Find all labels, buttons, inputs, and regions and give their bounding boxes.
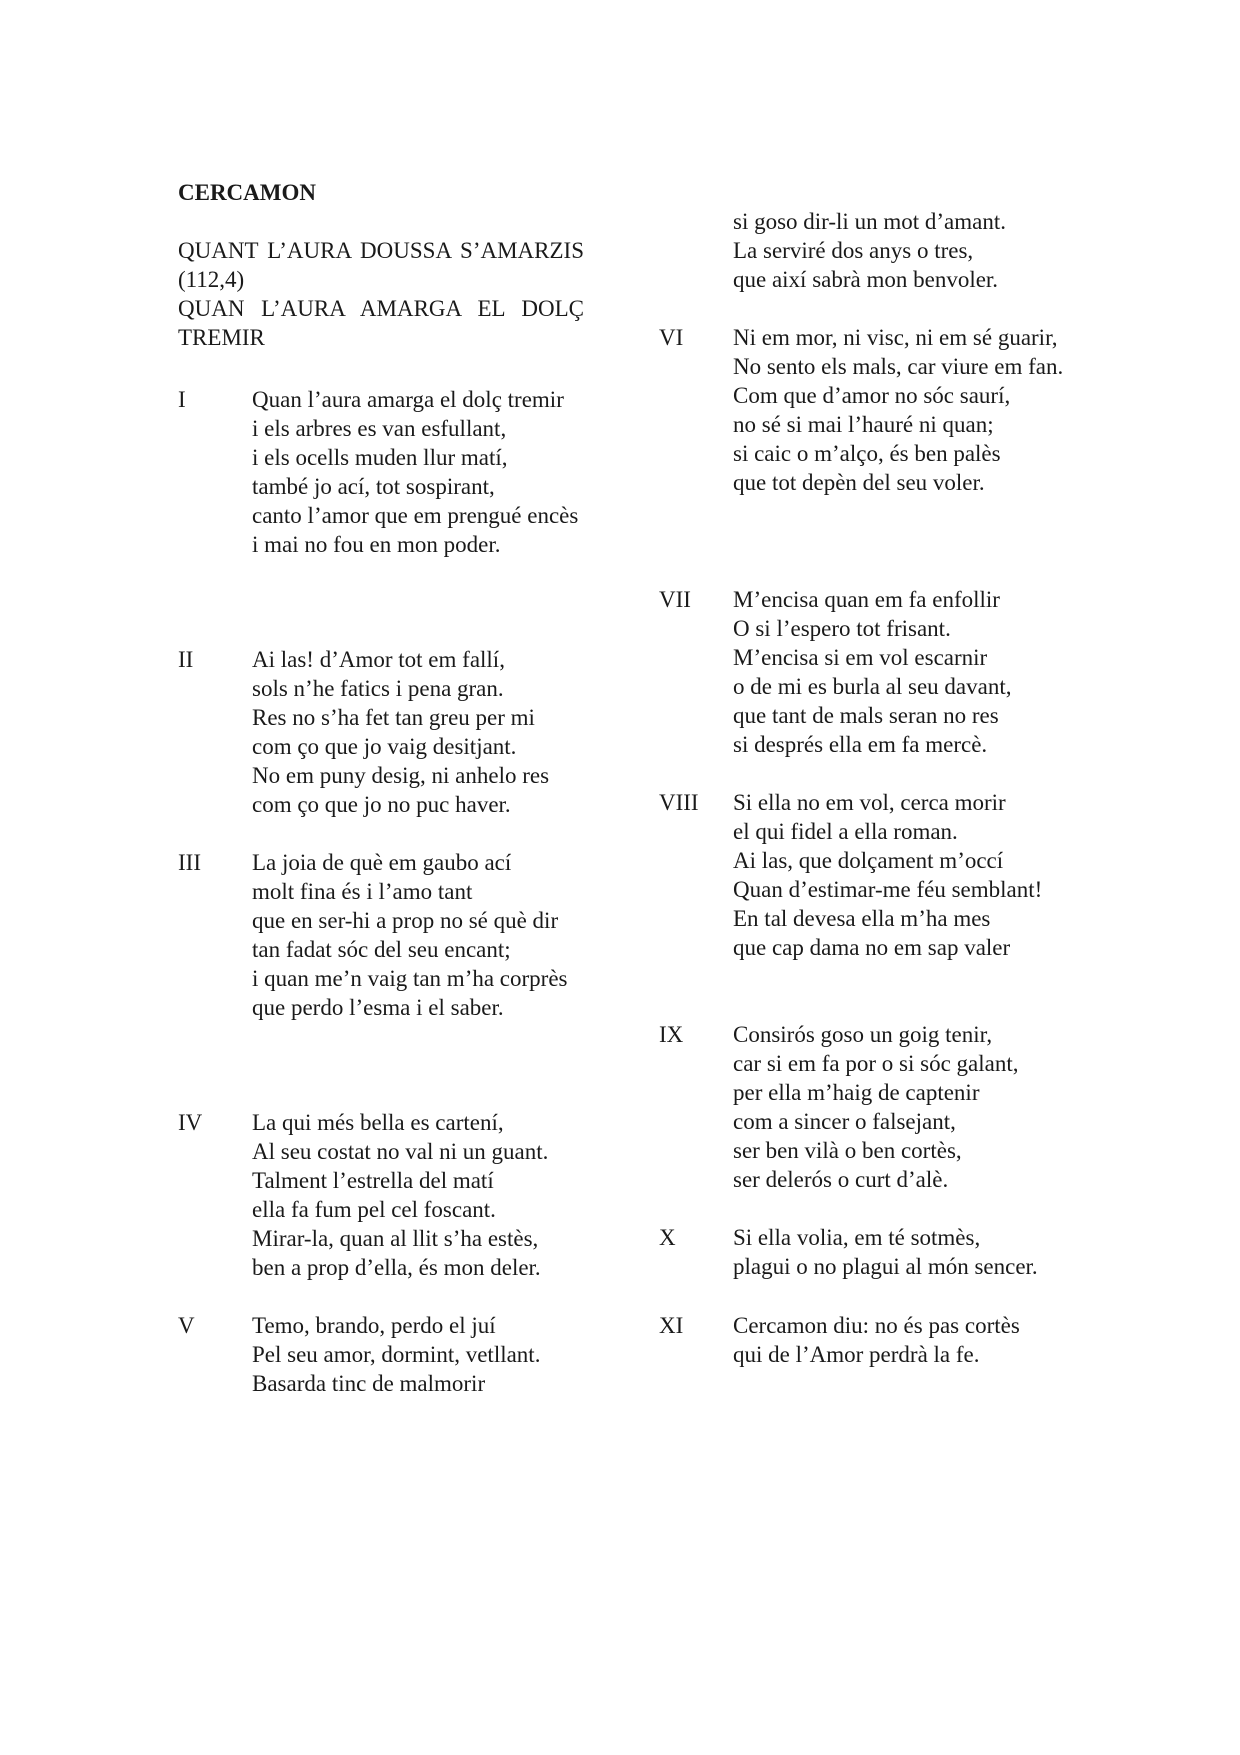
- verse-line: que cap dama no em sap valer: [733, 935, 1011, 960]
- verse-line: Ai las! d’Amor tot em fallí,: [252, 647, 505, 672]
- verse-line: Mirar-la, quan al llit s’ha estès,: [252, 1226, 539, 1251]
- verse-line: com ço que jo no puc haver.: [252, 792, 511, 817]
- stanza-line: [178, 1108, 584, 1137]
- verse-line: el qui fidel a ella roman.: [733, 819, 958, 844]
- verse-line: M’encisa quan em fa enfollir: [733, 587, 1000, 612]
- verse-line: per ella m’haig de captenir: [733, 1080, 980, 1105]
- verse-line: Cercamon diu: no és pas cortès: [733, 1313, 1020, 1338]
- stanza-number: VII: [659, 587, 691, 612]
- stanza-1: [178, 385, 584, 559]
- verse-line: molt fina és i l’amo tant: [252, 879, 473, 904]
- author-heading: CERCAMON: [178, 180, 316, 205]
- stanza-2: [178, 645, 584, 819]
- stanza-5: [178, 1311, 584, 1398]
- stanza-number: II: [178, 647, 194, 672]
- verse-line: que tot depèn del seu voler.: [733, 470, 985, 495]
- stanza-line: [178, 385, 584, 414]
- verse-line: i quan me’n vaig tan m’ha corprès: [252, 966, 568, 991]
- verse-line: M’encisa si em vol escarnir: [733, 645, 988, 670]
- stanza-number: XI: [659, 1313, 684, 1338]
- stanza-line: [178, 848, 584, 877]
- verse-line: o de mi es burla al seu davant,: [733, 674, 1012, 699]
- verse-line: Res no s’ha fet tan greu per mi: [252, 705, 535, 730]
- stanza-line: [659, 1223, 1065, 1252]
- verse-line: Talment l’estrella del matí: [252, 1168, 494, 1193]
- verse-line: si goso dir-li un mot d’amant.: [733, 209, 1006, 234]
- stanza-6: [659, 323, 1065, 497]
- poem-title: [178, 236, 584, 352]
- verse-line: ser delerós o curt d’alè.: [733, 1167, 949, 1192]
- stanza-line: [659, 788, 1065, 817]
- verse-line: Si ella no em vol, cerca morir: [733, 790, 1006, 815]
- stanza-number: I: [178, 387, 186, 412]
- verse-line: La qui més bella es cartení,: [252, 1110, 504, 1135]
- verse-line: ella fa fum pel cel foscant.: [252, 1197, 496, 1222]
- stanza-line: [659, 1311, 1065, 1340]
- verse-line: que en ser-hi a prop no sé què dir: [252, 908, 559, 933]
- verse-line: Basarda tinc de malmorir: [252, 1371, 486, 1396]
- verse-line: i els ocells muden llur matí,: [252, 445, 508, 470]
- verse-line: O si l’espero tot frisant.: [733, 616, 951, 641]
- stanza-7: [659, 585, 1065, 759]
- verse-line: No em puny desig, ni anhelo res: [252, 763, 550, 788]
- verse-line: que perdo l’esma i el saber.: [252, 995, 504, 1020]
- poem-title-line-1: QUANT L’AURA DOUSSA S’AMARZIS (112,4): [178, 238, 584, 292]
- verse-line: Temo, brando, perdo el juí: [252, 1313, 496, 1338]
- verse-line: Pel seu amor, dormint, vetllant.: [252, 1342, 541, 1367]
- stanza-line: [659, 1020, 1065, 1049]
- verse-line: Quan l’aura amarga el dolç tremir: [252, 387, 564, 412]
- verse-line: Al seu costat no val ni un guant.: [252, 1139, 549, 1164]
- stanza-number: X: [659, 1225, 676, 1250]
- verse-line: com ço que jo vaig desitjant.: [252, 734, 517, 759]
- verse-line: i els arbres es van esfullant,: [252, 416, 507, 441]
- stanza-8: [659, 788, 1065, 962]
- verse-line: En tal devesa ella m’ha mes: [733, 906, 991, 931]
- verse-line: La joia de què em gaubo ací: [252, 850, 512, 875]
- verse-line: Quan d’estimar-me féu semblant!: [733, 877, 1043, 902]
- stanza-number: III: [178, 850, 201, 875]
- verse-line: si després ella em fa mercè.: [733, 732, 988, 757]
- stanza-line: [659, 323, 1065, 352]
- stanza-5-continued: [659, 207, 1065, 294]
- stanza-number: VI: [659, 325, 684, 350]
- stanza-3: [178, 848, 584, 1022]
- verse-line: si caic o m’alço, és ben palès: [733, 441, 1001, 466]
- stanza-9: [659, 1020, 1065, 1194]
- stanza-4: [178, 1108, 584, 1282]
- verse-line: sols n’he fatics i pena gran.: [252, 676, 504, 701]
- verse-line: com a sincer o falsejant,: [733, 1109, 956, 1134]
- verse-line: canto l’amor que em prengué encès: [252, 503, 579, 528]
- stanza-line: [659, 585, 1065, 614]
- verse-line: Consirós goso un goig tenir,: [733, 1022, 993, 1047]
- stanza-number: IX: [659, 1022, 684, 1047]
- poem-title-line-2: QUAN L’AURA AMARGA EL DOLÇ TREMIR: [178, 296, 584, 350]
- verse-line: i mai no fou en mon poder.: [252, 532, 501, 557]
- stanza-10: [659, 1223, 1065, 1281]
- verse-line: ben a prop d’ella, és mon deler.: [252, 1255, 541, 1280]
- stanza-number: IV: [178, 1110, 203, 1135]
- verse-line: Com que d’amor no sóc saurí,: [733, 383, 1011, 408]
- verse-line: que així sabrà mon benvoler.: [733, 267, 999, 292]
- verse-line: tan fadat sóc del seu encant;: [252, 937, 511, 962]
- verse-line: car si em fa por o si sóc galant,: [733, 1051, 1019, 1076]
- stanza-11: [659, 1311, 1065, 1369]
- verse-line: Si ella volia, em té sotmès,: [733, 1225, 981, 1250]
- verse-line: No sento els mals, car viure em fan.: [733, 354, 1064, 379]
- verse-line: Ni em mor, ni visc, ni em sé guarir,: [733, 325, 1058, 350]
- stanza-number: V: [178, 1313, 195, 1338]
- verse-line: plagui o no plagui al món sencer.: [733, 1254, 1038, 1279]
- verse-line: Ai las, que dolçament m’occí: [733, 848, 1004, 873]
- stanza-line: [178, 645, 584, 674]
- verse-line: no sé si mai l’hauré ni quan;: [733, 412, 994, 437]
- verse-line: que tant de mals seran no res: [733, 703, 999, 728]
- verse-line: ser ben vilà o ben cortès,: [733, 1138, 962, 1163]
- stanza-number: VIII: [659, 790, 699, 815]
- verse-line: La serviré dos anys o tres,: [733, 238, 974, 263]
- verse-line: qui de l’Amor perdrà la fe.: [733, 1342, 980, 1367]
- stanza-line: [178, 1311, 584, 1340]
- verse-line: també jo ací, tot sospirant,: [252, 474, 495, 499]
